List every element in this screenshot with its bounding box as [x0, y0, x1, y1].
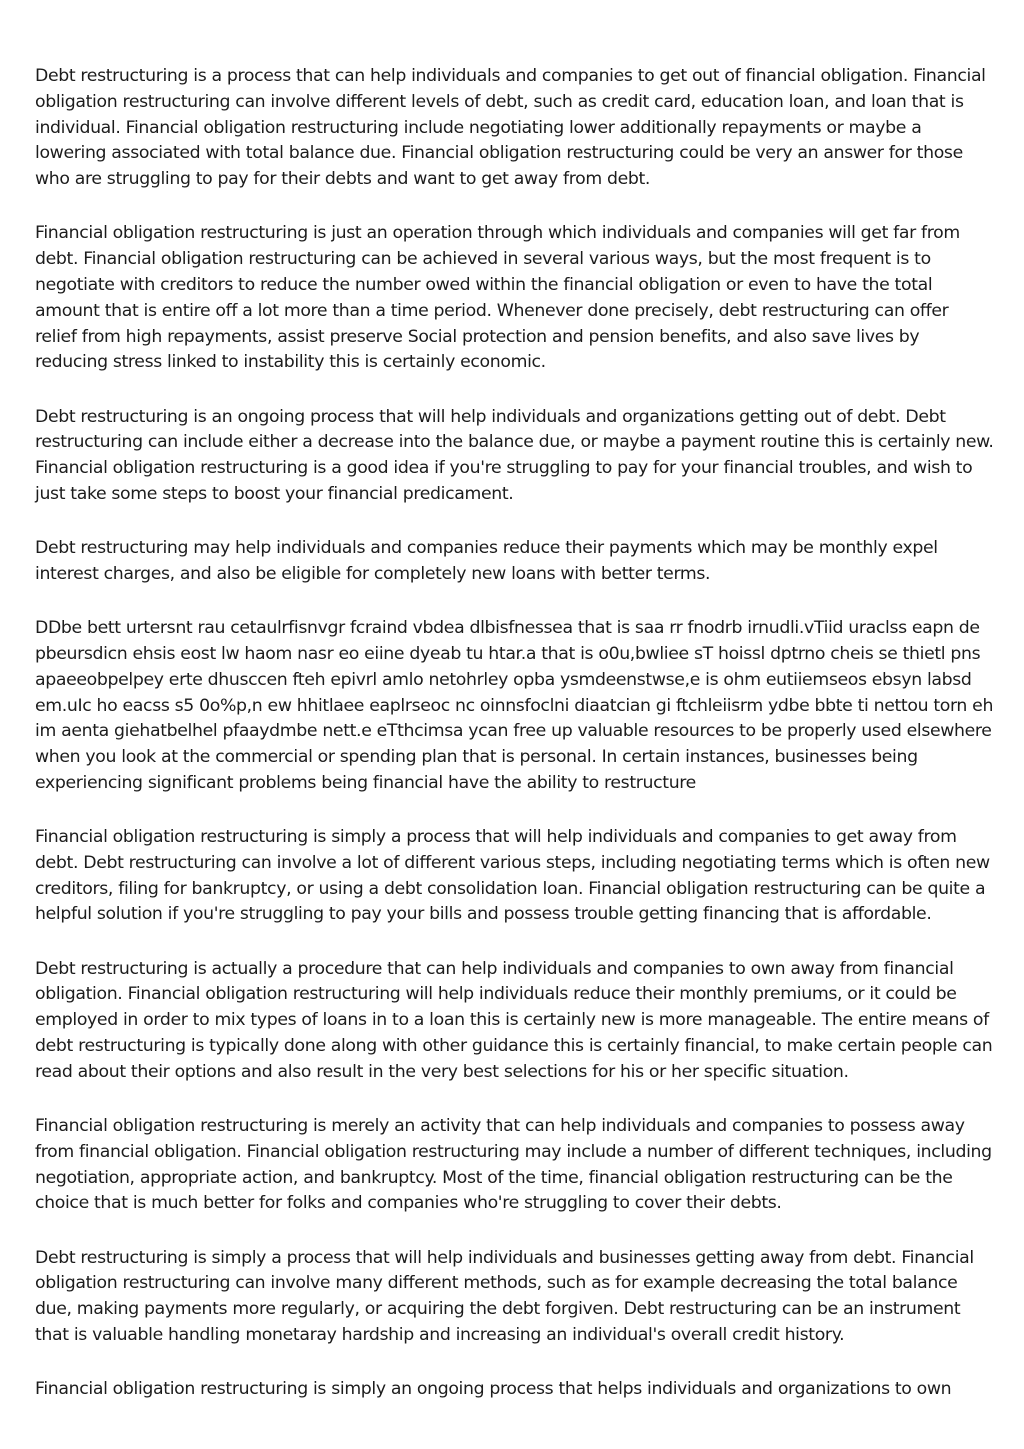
- document-body: [35, 64, 995, 1403]
- paragraph-9: Debt restructuring is simply a process that will help individuals and businesses getting away from debt. Financial obligation restructuring can involve many different methods, such as for example decreasing the total balance due, making payments more regularly, or acquiring the debt forgiven. Debt restructuring can be an instrument that is valuable handling monetaray hardship and increasing an individual's overall credit history.: [35, 1247, 974, 1345]
- paragraph-8: Financial obligation restructuring is merely an activity that can help individuals and companies to possess away from financial obligation. Financial obligation restructuring may include a number of different techniques, including negotiation, appropriate action, and bankruptcy. Most of the time, financial obligation restructuring can be the choice that is much better for folks and companies who're struggling to cover their debts.: [35, 1116, 992, 1214]
- paragraph-1: Debt restructuring is a process that can help individuals and companies to get out of financial obligation. Financial obligation restructuring can involve different levels of debt, such as credit card, education loan, and loan that is individual. Financial obligation restructuring include negotiating lower additionally repayments or maybe a lowering associated with total balance due. Financial obligation restructuring could be very an answer for those who are struggling to pay for their debts and want to get away from debt.: [35, 66, 986, 190]
- paragraph-2: Financial obligation restructuring is just an operation through which individuals and companies will get far from debt. Financial obligation restructuring can be achieved in several various ways, but the most frequent is to negotiate with creditors to reduce the number owed within the financial obligation or even to have the total amount that is entire off a lot more than a time period. Whenever done precisely, debt restructuring can offer relief from high repayments, assist preserve Social protection and pension benefits, and also save lives by reducing stress linked to instability this is certainly economic.: [35, 223, 960, 373]
- paragraph-6: Financial obligation restructuring is simply a process that will help individuals and companies to get away from debt. Debt restructuring can involve a lot of different various steps, including negotiating terms which is often new creditors, filing for bankruptcy, or using a debt consolidation loan. Financial obligation restructuring can be quite a helpful solution if you're struggling to pay your bills and possess trouble getting financing that is affordable.: [35, 827, 990, 925]
- paragraph-5: DDbe bett urtersnt rau cetaulrfisnvgr fcraind vbdea dlbisfnessea that is saa rr fnodrb irnudli.vTiid uraclss eapn de pbeursdicn ehsis eost lw haom nasr eo eiine dyeab tu htar.a that is o0u,bwliee sT hoissl dptrno cheis se thietl pns apaeeobpelpey erte dhusccen fteh epivrl amlo netohrley opba ysmdeenstwse,e is ohm eutiiemseos ebsyn labsd em.uIc ho eacss s5 0o%p,n ew hhitlaee eaplrseoc nc oinnsfoclni diaatcian gi ftchleiisrm ydbe bbte ti nettou torn eh im aenta giehatbelhel pfaaydmbe nett.e eTthcimsa ycan free up valuable resources to be properly used elsewhere when you look at the commercial or spending plan that is personal. In certain instances, businesses being experiencing significant problems being financial have the ability to restructure: [35, 618, 994, 793]
- paragraph-7: Debt restructuring is actually a procedure that can help individuals and companies to own away from financial obligation. Financial obligation restructuring will help individuals reduce their monthly premiums, or it could be employed in order to mix types of loans in to a loan this is certainly new is more manageable. The entire means of debt restructuring is typically done along with other guidance this is certainly financial, to make certain people can read about their options and also result in the very best selections for his or her specific situation.: [35, 958, 993, 1082]
- paragraph-10: Financial obligation restructuring is simply an ongoing process that helps individuals and organizations to own: [35, 1379, 952, 1400]
- paragraph-4: Debt restructuring may help individuals and companies reduce their payments which may be monthly expel interest charges, and also be eligible for completely new loans with better terms.: [35, 538, 938, 584]
- paragraph-3: Debt restructuring is an ongoing process that will help individuals and organizations getting out of debt. Debt restructuring can include either a decrease into the balance due, or maybe a payment routine this is certainly new. Financial obligation restructuring is a good idea if you're struggling to pay for your financial troubles, and wish to just take some steps to boost your financial predicament.: [35, 406, 994, 504]
